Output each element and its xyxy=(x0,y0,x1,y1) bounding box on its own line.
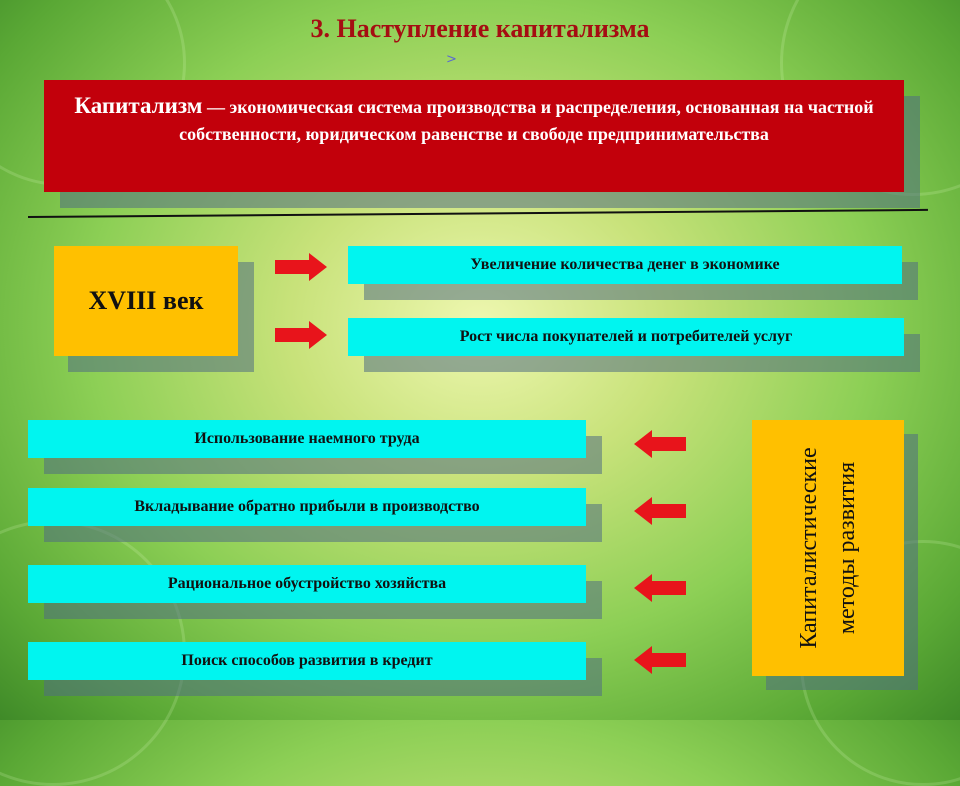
arrow-right-icon xyxy=(275,321,327,349)
method-item xyxy=(28,488,586,526)
arrow-left-icon xyxy=(634,646,686,674)
arrow-left-icon xyxy=(634,497,686,525)
century-label: XVIII век xyxy=(88,286,204,315)
method-item xyxy=(28,420,586,458)
definition-box xyxy=(44,80,904,192)
method-label: Вкладывание обратно прибыли в производство xyxy=(134,498,480,515)
effect-box xyxy=(348,318,904,356)
arrow-right-icon xyxy=(275,253,327,281)
divider-line xyxy=(28,209,928,218)
slide-title: 3. Наступление капитализма xyxy=(310,14,650,43)
title-underline-mark: > xyxy=(446,52,457,67)
methods-label: Капиталистические методы развития xyxy=(796,447,860,649)
arrow-left-icon xyxy=(634,430,686,458)
effect-box xyxy=(348,246,902,284)
effect-label: Рост числа покупателей и потребителей услуг xyxy=(459,328,793,345)
methods-box xyxy=(752,420,904,676)
method-item xyxy=(28,565,586,603)
definition-term: Капитализм xyxy=(74,93,203,118)
definition-text: — экономическая система производства и распределения, основанная на частной собственности, юридическом равенстве и свободе предпринимательства xyxy=(179,97,874,144)
method-label: Использование наемного труда xyxy=(194,430,420,447)
method-item xyxy=(28,642,586,680)
effect-label: Увеличение количества денег в экономике xyxy=(470,256,780,273)
method-label: Рациональное обустройство хозяйства xyxy=(167,575,447,592)
century-box xyxy=(54,246,238,356)
method-label: Поиск способов развития в кредит xyxy=(181,652,433,669)
arrow-left-icon xyxy=(634,574,686,602)
